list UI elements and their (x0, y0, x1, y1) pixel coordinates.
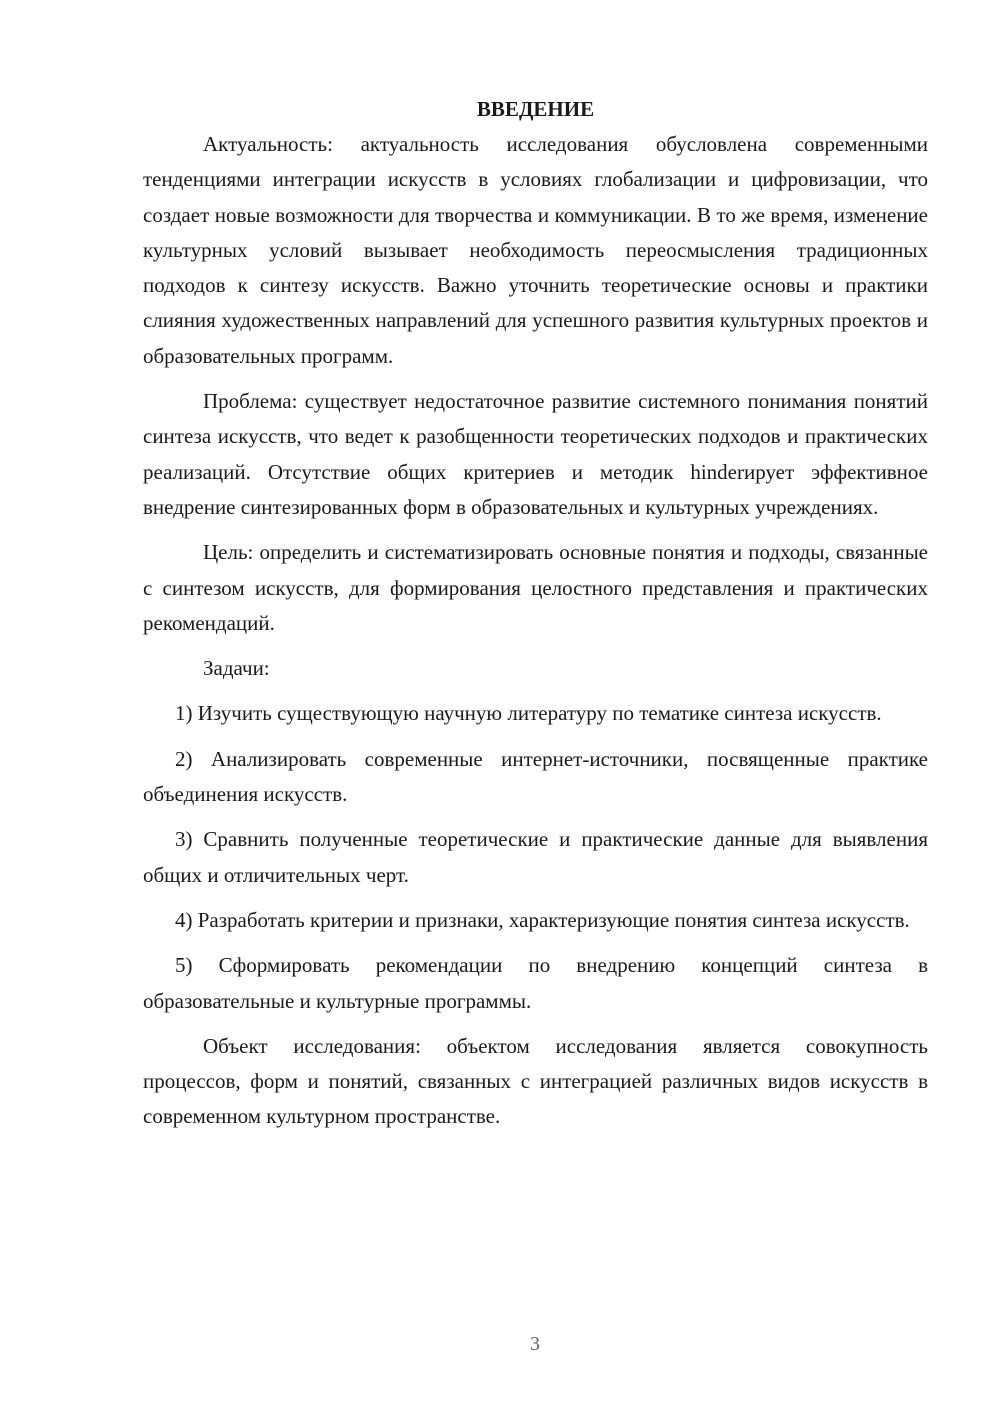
relevance-paragraph: Актуальность: актуальность исследования обусловлена современными тенденциями интеграции искусств в условиях глобализации и цифровизации, что создает новые возможности для творчества и коммуникации. В то же время, изменение культурных условий вызывает необходимость переосмысления традиционных подходов к синтезу искусств. Важно уточнить теоретические основы и практики слияния художественных направлений для успешного развития культурных проектов и образовательных программ. (143, 132, 928, 368)
goal-paragraph: Цель: определить и систематизировать основные понятия и подходы, связанные с синтезом искусств, для формирования целостного представления и практических рекомендаций. (143, 540, 928, 635)
document-page (143, 92, 928, 1135)
task-item: 3) Сравнить полученные теоретические и практические данные для выявления общих и отличительных черт. (143, 827, 928, 887)
object-paragraph: Объект исследования: объектом исследования является совокупность процессов, форм и понятий, связанных с интеграцией различных видов искусств в современном культурном пространстве. (143, 1033, 928, 1129)
section-title: ВВЕДЕНИЕ (476, 97, 595, 121)
problem-paragraph: Проблема: существует недостаточное развитие системного понимания понятий синтеза искусств, что ведет к разобщенности теоретических подходов и практических реализаций. Отсутствие общих критериев и методик hinderирует эффективное внедрение синтезированных форм в образовательных и культурных учреждениях. (143, 389, 928, 519)
task-item: 2) Анализировать современные интернет-источники, посвященные практике объединения искусств. (143, 746, 928, 807)
tasks-label: Задачи: (203, 656, 270, 681)
task-item: 4) Разработать критерии и признаки, характеризующие понятия синтеза искусств. (175, 907, 910, 932)
task-item: 5) Сформировать рекомендации по внедрению концепций синтеза в образовательные и культурные программы. (143, 953, 928, 1013)
task-item: 1) Изучить существующую научную литературу по тематике синтеза искусств. (175, 701, 882, 726)
page-number: 3 (530, 1333, 540, 1355)
